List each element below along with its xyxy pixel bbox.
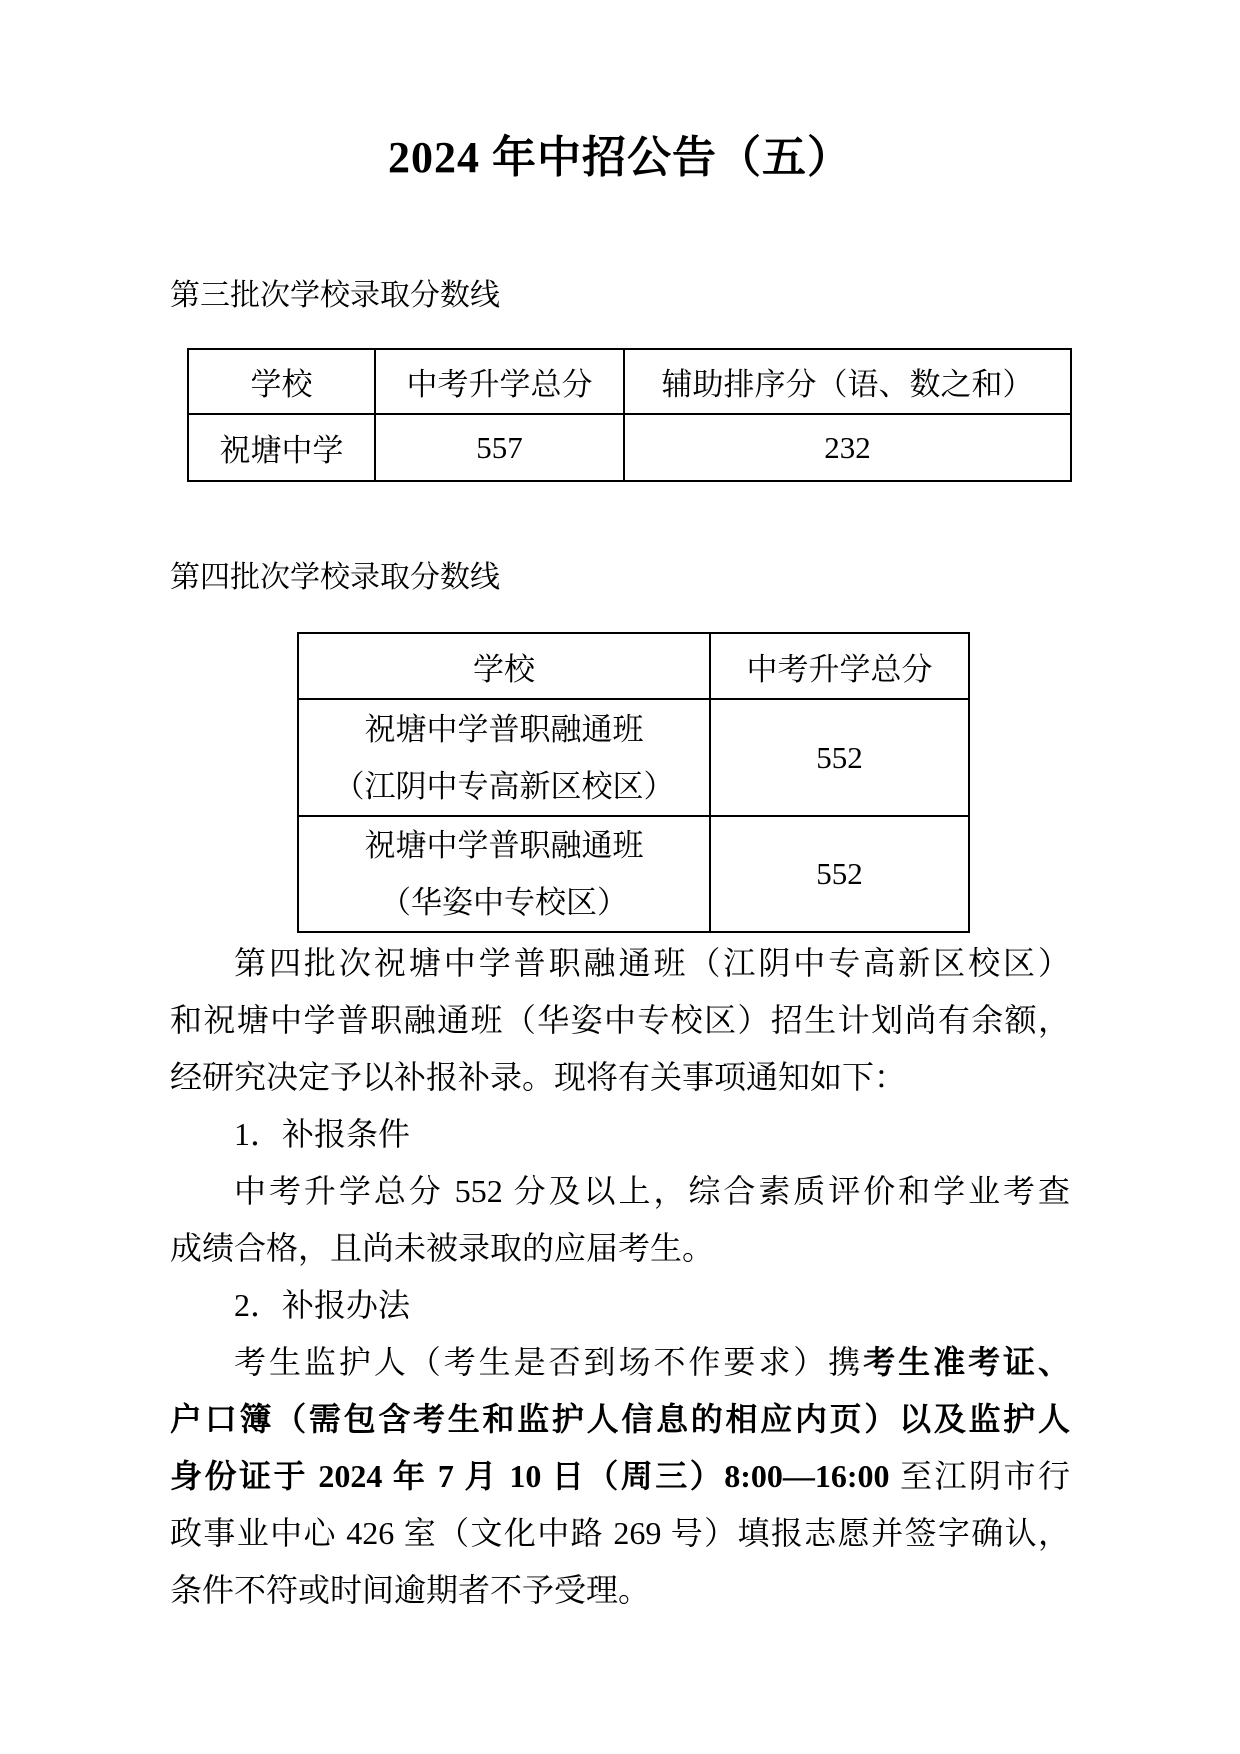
table-header-row (298, 633, 969, 699)
table-header-cell-aux-score: 辅助排序分（语、数之和） (624, 349, 1071, 414)
table-header-row (188, 349, 1071, 414)
batch4-table (297, 632, 970, 933)
table-row (298, 816, 969, 932)
text-line: 第四批次祝塘中学普职融通班（江阴中专高新区校区） (234, 945, 1070, 981)
table-row (188, 414, 1071, 481)
total-score-cell: 557 (375, 414, 624, 481)
total-score-cell: 552 (710, 699, 969, 816)
table-row (298, 699, 969, 816)
table-header-cell-school: 学校 (188, 349, 375, 414)
item1-heading: 1．补报条件 (234, 1116, 411, 1152)
text-line: 经研究决定予以补报补录。现将有关事项通知如下： (170, 1059, 907, 1095)
text-segment: 至江阴市行 (889, 1458, 1070, 1494)
text-line (170, 1448, 1070, 1505)
total-score-cell: 552 (710, 816, 969, 932)
table-header-cell-school: 学校 (298, 633, 710, 699)
text-segment-bold: 考生准考证、 (863, 1344, 1070, 1380)
school-campus-line: （江阴中专高新区校区） (333, 768, 675, 804)
school-name-cell (298, 699, 710, 816)
aux-score-cell: 232 (624, 414, 1071, 481)
school-name-cell (298, 816, 710, 932)
text-line: 条件不符或时间逾期者不予受理。 (170, 1572, 651, 1608)
text-line: 成绩合格，且尚未被录取的应届考生。 (170, 1230, 715, 1266)
table-header-cell-total-score: 中考升学总分 (710, 633, 969, 699)
text-line: 和祝塘中学普职融通班（华姿中专校区）招生计划尚有余额， (170, 1002, 1070, 1038)
text-line: 户口簿（需包含考生和监护人信息的相应内页）以及监护人 (170, 1401, 1070, 1437)
text-line: 中考升学总分 552 分及以上，综合素质评价和学业考查 (234, 1173, 1070, 1209)
notice-body (170, 935, 1070, 1619)
table-header-cell-total-score: 中考升学总分 (375, 349, 624, 414)
school-name-line: 祝塘中学普职融通班 (364, 828, 644, 863)
batch3-table (187, 348, 1072, 482)
school-name-line: 祝塘中学普职融通班 (364, 711, 644, 747)
text-line (170, 1334, 1070, 1391)
text-segment: 考生监护人（考生是否到场不作要求）携 (234, 1344, 864, 1380)
text-segment-bold: 身份证于 2024 年 7 月 10 日（周三）8:00—16:00 (170, 1458, 890, 1494)
text-line: 政事业中心 426 室（文化中路 269 号）填报志愿并签字确认， (170, 1515, 1070, 1551)
school-campus-line: （华姿中专校区） (380, 885, 628, 920)
school-name-cell: 祝塘中学 (188, 414, 375, 481)
document-title: 2024 年中招公告（五） (388, 133, 852, 182)
batch4-heading: 第四批次学校录取分数线 (170, 561, 500, 594)
batch3-heading: 第三批次学校录取分数线 (170, 279, 500, 312)
item2-heading: 2．补报办法 (234, 1287, 411, 1323)
